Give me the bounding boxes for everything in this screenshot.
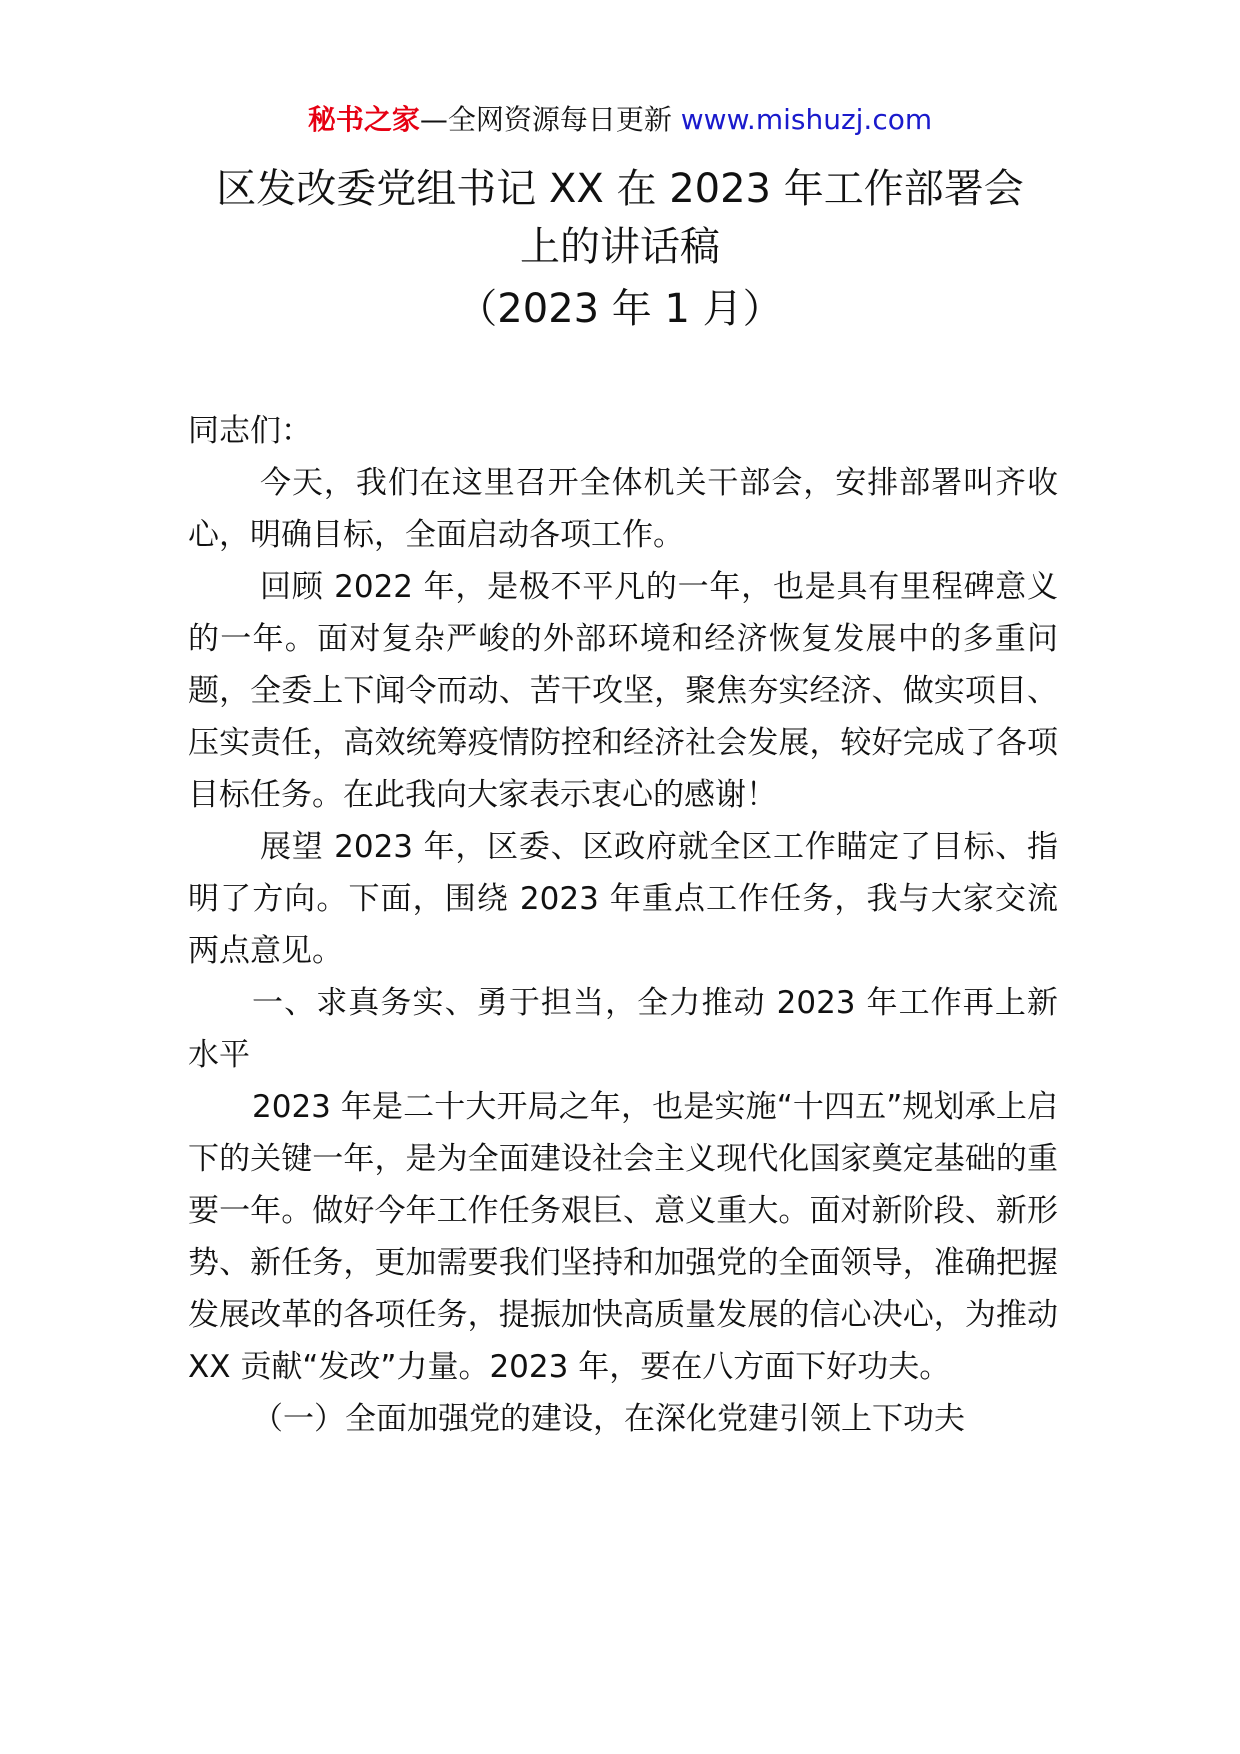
paragraph: 回顾 2022 年，是极不平凡的一年，也是具有里程碑意义的一年。面对复杂严峻的外部环境和经济恢复发展中的多重问题，全委上下闻令而动、苦干攻坚，聚焦夯实经济、做实项目、压实责任，高效统筹疫情防控和经济社会发展，较好完成了各项目标任务。在此我向大家表示衷心的感谢！ [188, 569, 1058, 813]
paragraph: 展望 2023 年，区委、区政府就全区工作瞄定了目标、指明了方向。下面，围绕 2023 年重点工作任务，我与大家交流两点意见。 [188, 829, 1058, 969]
paragraph: 2023 年是二十大开局之年，也是实施“十四五”规划承上启下的关键一年，是为全面建设社会主义现代化国家奠定基础的重要一年。做好今年工作任务艰巨、意义重大。面对新阶段、新形势、新任务，更加需要我们坚持和加强党的全面领导，准确把握发展改革的各项任务，提振加快高质量发展的信心决心，为推动 XX 贡献“发改”力量。2023 年，要在八方面下好功夫。 [188, 1089, 1058, 1385]
subsection-heading-1: （一）全面加强党的建设，在深化党建引领上下功夫 [252, 1401, 965, 1437]
site-url-link[interactable]: www.mishuzj.com [680, 103, 933, 136]
brand-name: 秘书之家 [307, 103, 420, 136]
document-title-line-2: 上的讲话稿 [520, 224, 720, 270]
section-heading-1: 一、求真务实、勇于担当，全力推动 2023 年工作再上新水平 [188, 985, 1058, 1073]
site-header [0, 100, 1240, 140]
document-title-line-1: 区发改委党组书记 XX 在 2023 年工作部署会 [216, 166, 1024, 212]
document-body [188, 405, 1058, 1445]
document-date: （2023 年 1 月） [457, 286, 783, 332]
salutation: 同志们： [188, 413, 312, 449]
paragraph: 今天，我们在这里召开全体机关干部会，安排部署叫齐收心，明确目标，全面启动各项工作。 [188, 465, 1058, 553]
document-title-block [0, 160, 1240, 338]
site-slogan: —全网资源每日更新 [419, 103, 681, 136]
